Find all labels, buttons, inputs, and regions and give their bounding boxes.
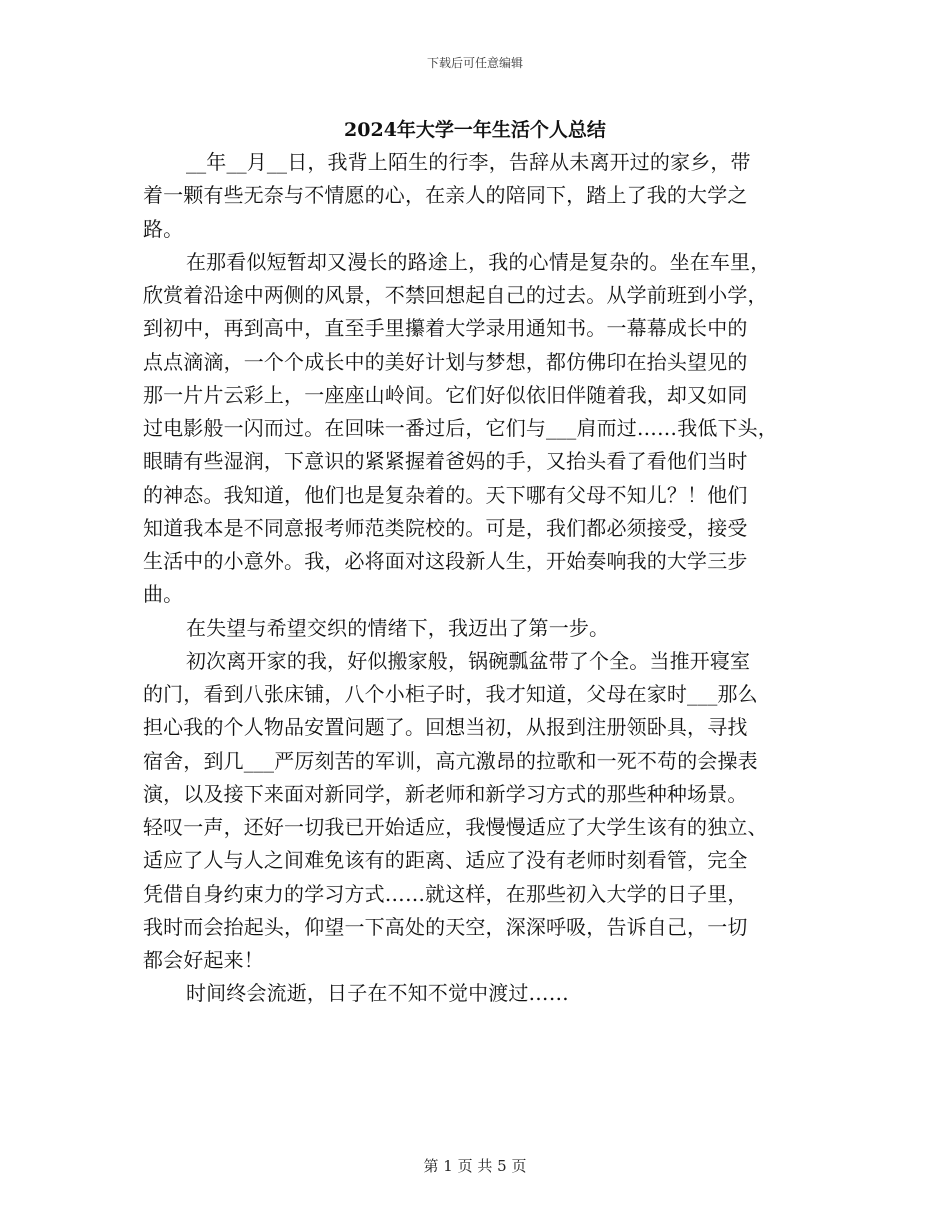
body-line: __年__月__日，我背上陌生的行李，告辞从未离开过的家乡，带 — [186, 150, 751, 174]
body-line: 点点滴滴，一个个成长中的美好计划与梦想，都仿佛印在抬头望见的 — [143, 349, 748, 374]
body-line: 凭借自身约束力的学习方式……就这样，在那些初入大学的日子里， — [143, 881, 748, 906]
page-footer: 第 1 页 共 5 页 — [423, 1157, 527, 1175]
body-line: 我时而会抬起头，仰望一下高处的天空，深深呼吸，告诉自己，一切 — [143, 914, 748, 939]
body-line: 担心我的个人物品安置问题了。回想当初，从报到注册领卧具，寻找 — [143, 715, 748, 740]
body-line: 都会好起来！ — [143, 948, 264, 972]
body-line: 适应了人与人之间难免该有的距离、适应了没有老师时刻看管，完全 — [143, 848, 748, 873]
body-line: 生活中的小意外。我，必将面对这段新人生，开始奏响我的大学三步 — [143, 549, 748, 573]
body-line: 的神态。我知道，他们也是复杂着的。天下哪有父母不知儿？！他们 — [143, 482, 748, 507]
body-line: 路。 — [143, 216, 184, 241]
body-line: 初次离开家的我，好似搬家般，锅碗瓢盆带了个全。当推开寝室 — [186, 648, 751, 673]
body-line: 的门，看到八张床铺，八个小柜子时，我才知道，父母在家时___那么 — [143, 682, 758, 706]
body-line: 演，以及接下来面对新同学，新老师和新学习方式的那些种种场景。 — [143, 781, 748, 806]
body-line: 轻叹一声，还好一切我已开始适应，我慢慢适应了大学生该有的独立、 — [143, 815, 768, 839]
body-line: 在那看似短暂却又漫长的路途上，我的心情是复杂的。坐在车里， — [186, 249, 771, 274]
body-line: 着一颗有些无奈与不情愿的心，在亲人的陪同下，踏上了我的大学之 — [143, 183, 748, 208]
body-line: 过电影般一闪而过。在回味一番过后，它们与___肩而过……我低下头， — [143, 416, 778, 440]
page-header: 下载后可任意编辑 — [426, 56, 523, 70]
body-line: 那一片片云彩上，一座座山岭间。它们好似依旧伴随着我，却又如同 — [143, 382, 748, 407]
document-title: 2024年大学一年生活个人总结 — [344, 119, 606, 141]
body-line: 知道我本是不同意报考师范类院校的。可是，我们都必须接受，接受 — [143, 515, 748, 540]
body-line: 宿舍，到几___严厉刻苦的军训，高亢激昂的拉歌和一死不苟的会操表 — [143, 748, 758, 773]
body-line: 到初中，再到高中，直至手里攥着大学录用通知书。一幕幕成长中的 — [143, 316, 748, 341]
document-body — [143, 146, 823, 1011]
body-line: 曲。 — [143, 582, 184, 607]
body-line: 欣赏着沿途中两侧的风景，不禁回想起自己的过去。从学前班到小学， — [143, 283, 768, 307]
body-line: 在失望与希望交织的情绪下，我迈出了第一步。 — [186, 615, 610, 640]
body-line: 时间终会流逝，日子在不知不觉中渡过…… — [186, 981, 569, 1006]
body-line: 眼睛有些湿润，下意识的紧紧握着爸妈的手，又抬头看了看他们当时 — [143, 449, 748, 474]
